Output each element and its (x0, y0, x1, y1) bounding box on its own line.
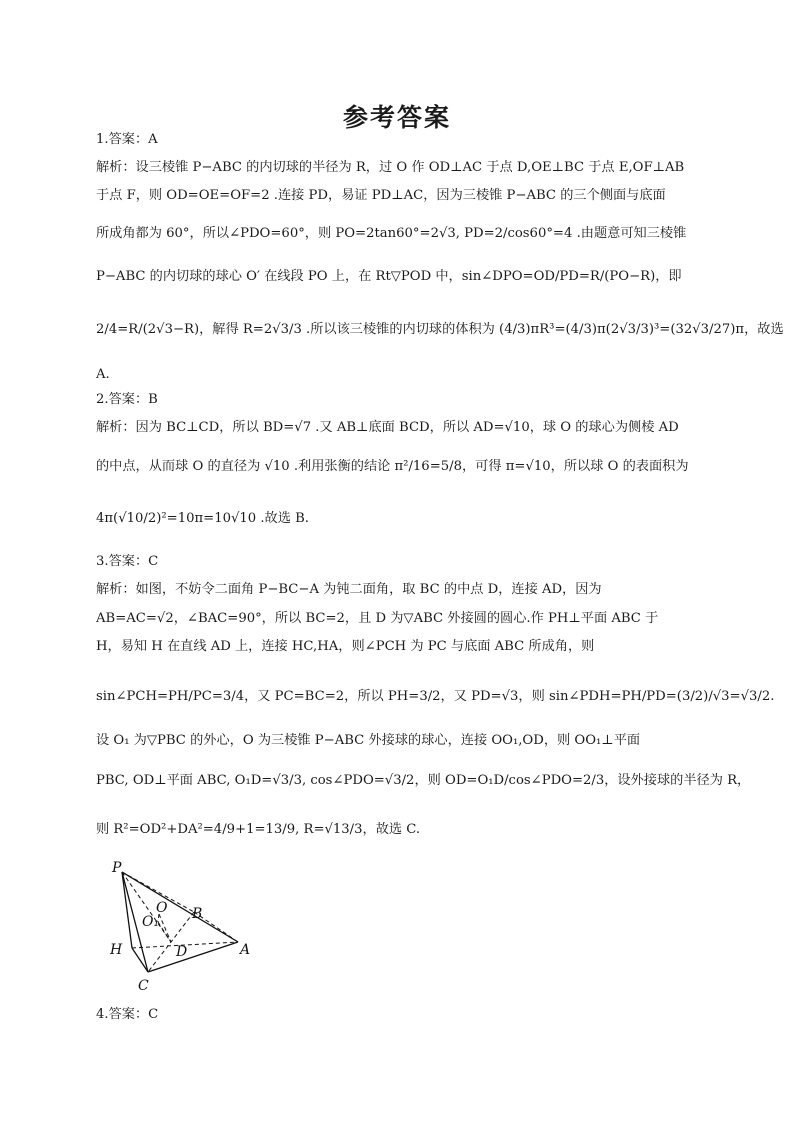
answer-3-text-line: H，易知 H 在直线 AD 上，连接 HC,HA，则∠PCH 为 PC 与底面 ABC 所成角，则 (96, 639, 595, 654)
answer-2-text-line: 解析：因为 BC⊥CD，所以 BD=√7 .又 AB⊥底面 BCD，所以 AD=√10，球 O 的球心为侧棱 AD (96, 420, 679, 435)
label-o: O (156, 900, 168, 916)
edge-pa (122, 872, 238, 942)
label-p: P (112, 860, 122, 876)
pyramid-figure (104, 858, 274, 996)
answer-1-text-line: 所成角都为 60°，所以∠PDO=60°，则 PO=2tan60°=2√3, PD=2/cos60°=4 .由题意可知三棱锥 (96, 226, 687, 241)
edge-od (159, 914, 171, 942)
label-h: H (110, 942, 123, 958)
answer-3-text-line: AB=AC=√2，∠BAC=90°，所以 BC=2，且 D 为▽ABC 外接圆的圆心.作 PH⊥平面 ABC 于 (96, 611, 659, 626)
label-o1: O₁ (142, 914, 160, 930)
answer-1-text-line: A. (96, 367, 110, 382)
answer-3-text-line: 设 O₁ 为▽PBC 的外心，O 为三棱锥 P−ABC 外接球的球心，连接 OO₁,OD，则 OO₁⊥平面 (96, 733, 641, 748)
answer-1-text-line: P−ABC 的内切球的球心 O′ 在线段 PO 上，在 Rt▽POD 中，sin∠DPO=OD/PD=R/(PO−R)，即 (96, 269, 682, 284)
answer-3-text-line: 解析：如图，不妨令二面角 P−BC−A 为钝二面角，取 BC 的中点 D，连接 AD，因为 (96, 582, 602, 597)
answer-1-heading: 1.答案：A (96, 132, 158, 147)
answer-1-text-line: 于点 F，则 OD=OE=OF=2 .连接 PD，易证 PD⊥AC，因为三棱锥 P−ABC 的三个侧面与底面 (96, 188, 666, 203)
answer-3-text-line: PBC, OD⊥平面 ABC, O₁D=√3/3, cos∠PDO=√3/2，则 OD=O₁D/cos∠PDO=2/3，设外接球的半径为 R， (96, 773, 751, 788)
answer-3-text-line: 则 R²=OD²+DA²=4/9+1=13/9, R=√13/3，故选 C. (96, 822, 421, 837)
answer-3-text-line: sin∠PCH=PH/PC=3/4，又 PC=BC=2，所以 PH=3/2，又 PD=√3，则 sin∠PDH=PH/PD=(3/2)/√3=√3/2. (96, 689, 775, 704)
answer-2-text-line: 的中点，从而球 O 的直径为 √10 .利用张衡的结论 π²/16=5/8，可得 π=√10，所以球 O 的表面积为 (96, 459, 689, 474)
page-title: 参考答案 (342, 103, 451, 132)
edge-hc (132, 948, 148, 972)
label-a: A (240, 942, 251, 958)
answer-2-heading: 2.答案：B (96, 392, 158, 407)
answer-1-text-line: 2/4=R/(2√3−R)，解得 R=2√3/3 .所以该三棱锥的内切球的体积为 (4/3)πR³=(4/3)π(2√3/3)³=(32√3/27)π，故选 (96, 322, 784, 337)
label-c: C (138, 978, 149, 994)
label-d: D (176, 944, 188, 960)
answer-3-heading: 3.答案：C (96, 554, 159, 569)
answer-2-text-line: 4π(√10/2)²=10π=10√10 .故选 B. (96, 511, 309, 526)
answer-4-heading: 4.答案：C (96, 1007, 159, 1022)
label-b: B (192, 906, 203, 922)
answer-1-text-line: 解析：设三棱锥 P−ABC 的内切球的半径为 R，过 O 作 OD⊥AC 于点 D,OE⊥BC 于点 E,OF⊥AB (96, 160, 685, 175)
